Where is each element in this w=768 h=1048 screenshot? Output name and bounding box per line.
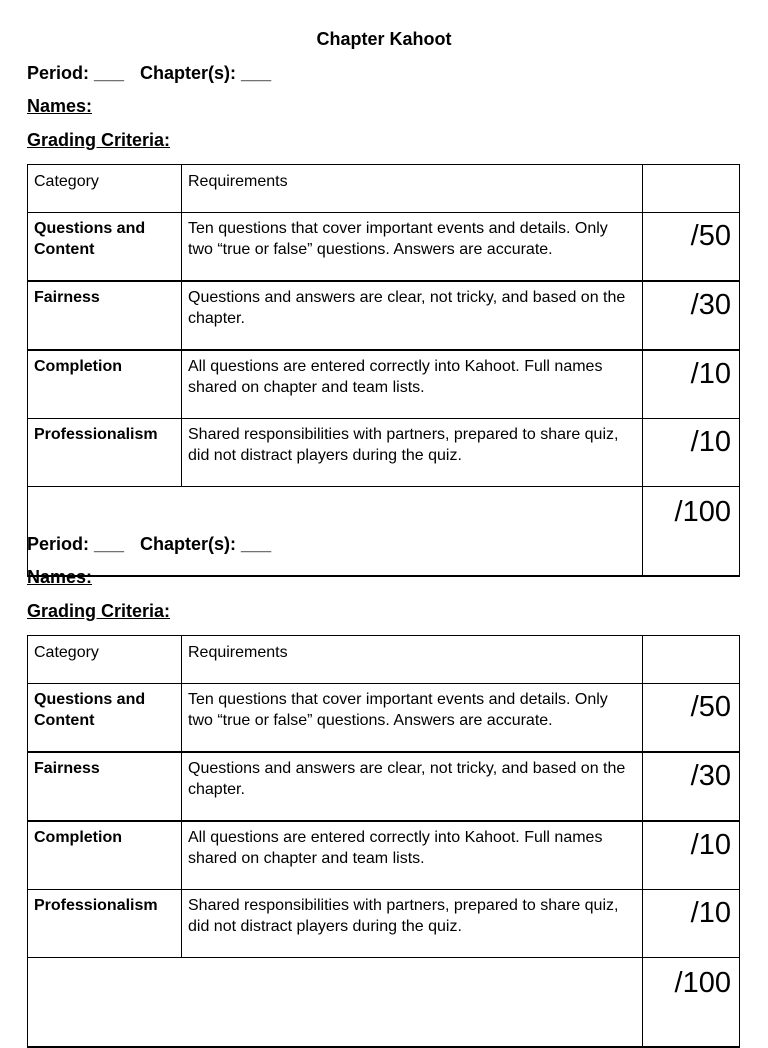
requirement-cell: Shared responsibilities with partners, prepared to share quiz, did not distract players during the quiz. [182, 890, 643, 958]
requirement-cell: Ten questions that cover important events and details. Only two “true or false” questions. Answers are accurate. [182, 213, 643, 282]
category-cell: Professionalism [28, 419, 182, 487]
requirement-cell: All questions are entered correctly into Kahoot. Full names shared on chapter and team lists. [182, 350, 643, 419]
points-cell: /10 [643, 350, 740, 419]
requirement-cell: Questions and answers are clear, not tricky, and based on the chapter. [182, 752, 643, 821]
category-cell: Fairness [28, 752, 182, 821]
requirement-cell: Shared responsibilities with partners, prepared to share quiz, did not distract players during the quiz. [182, 419, 643, 487]
period-chapter-line [27, 62, 271, 84]
header-requirements: Requirements [182, 636, 643, 684]
grading-table [27, 635, 740, 1048]
chapters-label: Chapter(s): ___ [140, 63, 272, 83]
table-row [28, 821, 740, 890]
header-points [643, 165, 740, 213]
total-row [28, 958, 740, 1048]
table-header-row [28, 636, 740, 684]
grading-table [27, 164, 740, 577]
grading-criteria-label: Grading Criteria: [27, 601, 171, 621]
total-points-cell: /100 [643, 487, 740, 577]
points-cell: /10 [643, 890, 740, 958]
period-chapter-line [27, 533, 271, 555]
header-points [643, 636, 740, 684]
category-cell: Questions and Content [28, 213, 182, 282]
table-row [28, 350, 740, 419]
header-requirements: Requirements [182, 165, 643, 213]
points-cell: /10 [643, 419, 740, 487]
points-cell: /30 [643, 752, 740, 821]
total-row [28, 487, 740, 577]
period-label: Period: ___ [27, 534, 125, 554]
table-row [28, 890, 740, 958]
grading-criteria-label: Grading Criteria: [27, 130, 171, 150]
header-category: Category [28, 165, 182, 213]
points-cell: /30 [643, 281, 740, 350]
chapters-label: Chapter(s): ___ [140, 534, 272, 554]
table-row [28, 752, 740, 821]
table-row [28, 419, 740, 487]
total-points-cell: /100 [643, 958, 740, 1048]
points-cell: /50 [643, 684, 740, 753]
names-label: Names: [27, 96, 93, 116]
total-blank-cell [28, 487, 643, 577]
table-header-row [28, 165, 740, 213]
table-row [28, 281, 740, 350]
category-cell: Professionalism [28, 890, 182, 958]
total-blank-cell [28, 958, 643, 1048]
requirement-cell: Ten questions that cover important events and details. Only two “true or false” questions. Answers are accurate. [182, 684, 643, 753]
requirement-cell: All questions are entered correctly into Kahoot. Full names shared on chapter and team lists. [182, 821, 643, 890]
header-category: Category [28, 636, 182, 684]
category-cell: Completion [28, 350, 182, 419]
table-row [28, 684, 740, 753]
period-label: Period: ___ [27, 63, 125, 83]
names-label: Names: [27, 567, 93, 587]
category-cell: Questions and Content [28, 684, 182, 753]
category-cell: Completion [28, 821, 182, 890]
points-cell: /50 [643, 213, 740, 282]
document-title: Chapter Kahoot [316, 29, 452, 49]
table-row [28, 213, 740, 282]
requirement-cell: Questions and answers are clear, not tricky, and based on the chapter. [182, 281, 643, 350]
category-cell: Fairness [28, 281, 182, 350]
points-cell: /10 [643, 821, 740, 890]
